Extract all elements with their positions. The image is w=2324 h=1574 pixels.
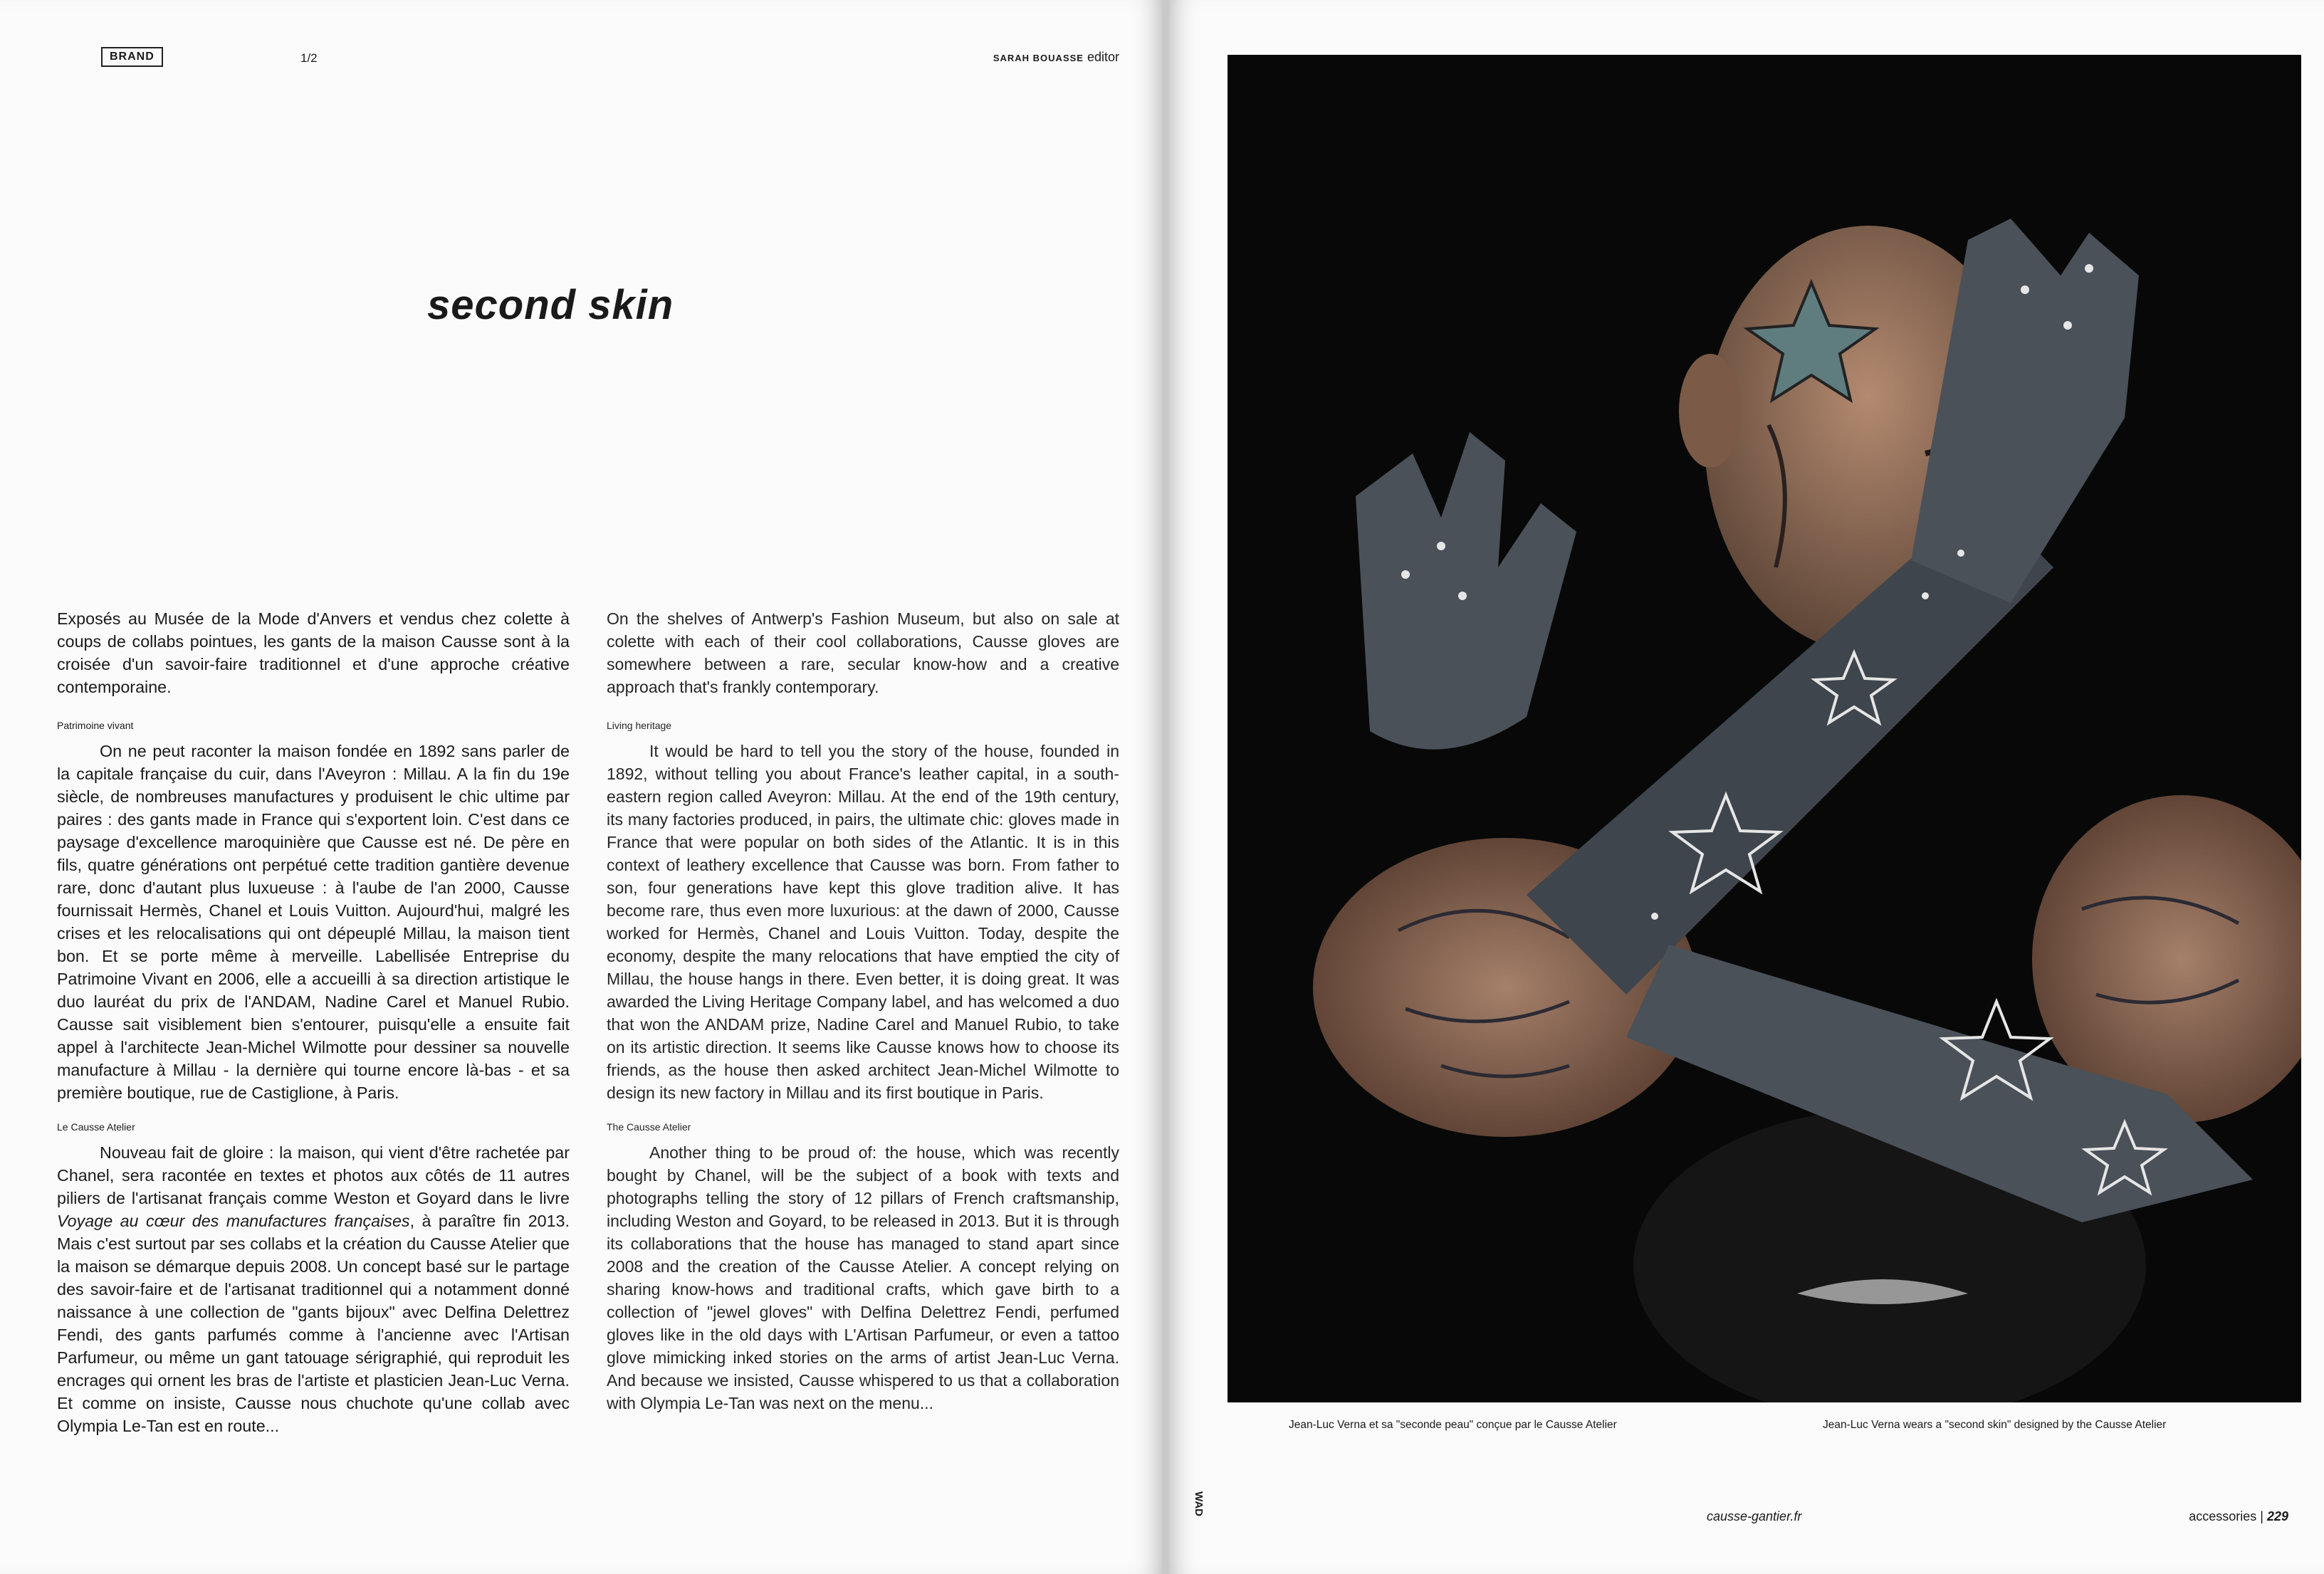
french-body-atelier xyxy=(57,1141,570,1437)
website-link[interactable]: causse-gantier.fr xyxy=(1707,1509,1802,1523)
article-title: second skin xyxy=(427,282,674,328)
page-number: 229 xyxy=(2266,1509,2288,1523)
right-page xyxy=(1169,0,2324,1574)
page-indicator: 1/2 xyxy=(300,51,318,65)
english-lead: On the shelves of Antwerp's Fashion Museum, but also on sale at colette with each of their cool collaborations, Causse gloves are somewhere between a rare, secular know-how and a creative approach that's frankly contemporary. xyxy=(607,609,1119,696)
ear xyxy=(1679,354,1742,468)
english-body-heritage: It would be hard to tell you the story of the house, founded in 1892, without telling you about France's leather capital, in a south-eastern region called Aveyron: Millau. At the end of the 19th century, its many factories produced, in pairs, the ultimate chic: gloves made in France that were popular on both sides of the Atlantic. It is in this context of leathery excellence that Causse was born. From father to son, four generations have kept this glove tradition alive. It has become rare, thus even more luxurious: at the dawn of 2000, Causse worked for Hermès, Chanel and Louis Vuitton. Today, despite the economy, despite the many relocations that have emptied the city of Millau, the house hangs in there. Even better, it is doing great. It was awarded the Living Heritage Company label, and has welcomed a duo that won the ANDAM prize, Nadine Carel and Manuel Rubio, to take on its artistic direction. It seems like Causse knows how to choose its friends, as the house then asked architect Jean-Michel Wilmotte to design its new factory in Millau and its first boutique in Paris. xyxy=(607,742,1119,1102)
french-lead: Exposés au Musée de la Mode d'Anvers et vendus chez colette à coups de collabs pointues, les gants de la maison Causse sont à la croisée d'un savoir-faire traditionnel et d'une approche créative contemporaine. xyxy=(57,609,570,696)
english-column xyxy=(607,607,1119,1415)
portrait-illustration xyxy=(1228,55,2301,1402)
caption-french: Jean-Luc Verna et sa "seconde peau" conçue par le Causse Atelier xyxy=(1289,1419,1617,1431)
brand-label: BRAND xyxy=(101,47,163,67)
book-title: Voyage au cœur des manufactures françaises xyxy=(57,1212,410,1230)
magazine-mark: WAD xyxy=(1193,1491,1205,1516)
english-subhead-atelier: The Causse Atelier xyxy=(607,1121,691,1133)
french-body-atelier-a: Nouveau fait de gloire : la maison, qui vient d'être rachetée par Chanel, sera racontée en textes et photos aux côtés de 11 autres piliers de l'artisanat français comme Weston et Goyard dans le livre xyxy=(57,1143,570,1207)
caption-english: Jean-Luc Verna wears a "second skin" designed by the Causse Atelier xyxy=(1823,1419,2167,1431)
english-body-atelier: Another thing to be proud of: the house, which was recently bought by Chanel, will be the subject of a book with texts and photographs telling the story of 12 pillars of French craftsmanship, including Weston and Goyard, to be released in 2013. But it is through its collaborations that the house has managed to stand apart since 2008 and the creation of the Causse Atelier. A concept relying on sharing know-hows and traditional crafts, which gave birth to a collection of "jewel gloves" with Delfina Delettrez Fendi, perfumed gloves like in the old days with L'Artisan Parfumeur, or even a tattoo glove mimicking inked stories on the arms of artist Jean-Luc Verna. And because we insisted, Causse whispered to us that a collaboration with Olympia Le-Tan was next on the menu... xyxy=(607,1143,1119,1412)
editor-name: SARAH BOUASSE xyxy=(993,53,1084,63)
french-column xyxy=(57,607,570,1437)
section-footer: accessories | 229 xyxy=(2189,1509,2288,1523)
portrait-photo xyxy=(1228,55,2301,1402)
editor-role: editor xyxy=(1087,50,1119,64)
section-label: accessories xyxy=(2189,1509,2257,1523)
english-subhead-heritage: Living heritage xyxy=(607,720,672,731)
french-body-heritage: On ne peut raconter la maison fondée en 1892 sans parler de la capitale française du cuir, dans l'Aveyron : Millau. A la fin du 19e siècle, de nombreuses manufactures y produisent le chic ultime par paires : des gants made in France qui s'exportent loin. C'est dans ce paysage d'excellence maroquinière que Causse est né. De père en fils, quatre générations ont perpétué cette tradition gantière devenue rare, donc d'autant plus luxueuse : à l'aube de l'an 2000, Causse fournissait Hermès, Chanel et Louis Vuitton. Aujourd'hui, malgré les crises et les relocalisations qui ont dépeuplé Millau, la maison tient bon. Et se porte même à merveille. Labellisée Entreprise du Patrimoine Vivant en 2006, elle a accueilli à sa direction artistique le duo lauréat du prix de l'ANDAM, Nadine Carel et Manuel Rubio. Causse sait visiblement bien s'entourer, puisqu'elle a ensuite fait appel à l'architecte Jean-Michel Wilmotte pour dessiner sa nouvelle manufacture à Millau - la dernière qui tourne encore là-bas - et sa première boutique, rue de Castiglione, à Paris. xyxy=(57,742,570,1102)
french-body-atelier-b: , à paraître fin 2013. Mais c'est surtout par ses collabs et la création du Causse Atelier que la maison se démarque depuis 2008. Un concept basé sur le partage des savoir-faire et de l'artisanat traditionnel qui a notamment donné naissance à une collection de "gants bijoux" avec Delfina Delettrez Fendi, des gants parfumés comme à l'ancienne avec l'Artisan Parfumeur, ou même un gant tatouage sérigraphié, qui reproduit les encrages qui ornent les bras de l'artiste et plasticien Jean-Luc Verna. Et comme on insiste, Causse nous chuchote qu'une collab avec Olympia Le-Tan est en route... xyxy=(57,1212,570,1435)
french-subhead-atelier: Le Causse Atelier xyxy=(57,1121,135,1133)
french-subhead-heritage: Patrimoine vivant xyxy=(57,720,134,731)
editor-credit xyxy=(993,50,1119,65)
